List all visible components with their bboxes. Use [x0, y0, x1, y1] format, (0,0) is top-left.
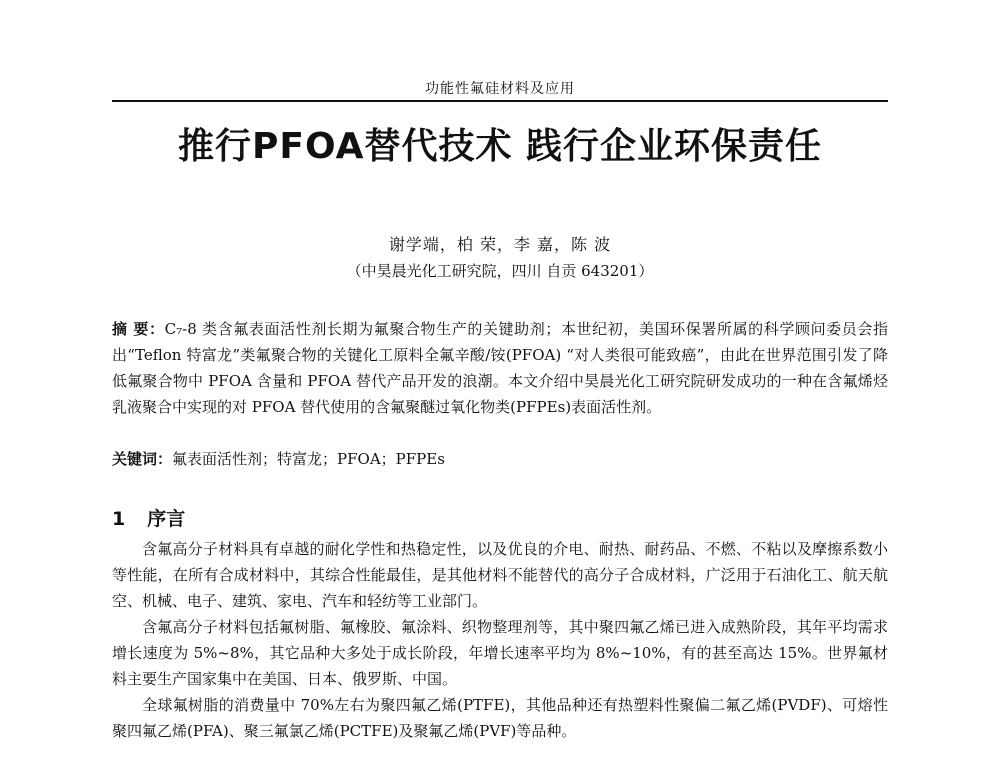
paragraph: 全球氟树脂的消费量中 70%左右为聚四氟乙烯(PTFE)，其他品种还有热塑料性聚偏二氟乙烯(PVDF)、可熔性聚四氟乙烯(PFA)、聚三氟氯乙烯(PCTFE)及聚氟乙烯(PVF)等品种。: [112, 696, 888, 740]
header-rule: [112, 100, 888, 102]
paragraph: 含氟高分子材料具有卓越的耐化学性和热稳定性，以及优良的介电、耐热、耐药品、不燃、不粘以及摩擦系数小等性能，在所有合成材料中，其综合性能最佳，是其他材料不能替代的高分子合成材料，广泛用于石油化工、航天航空、机械、电子、建筑、家电、汽车和轻纺等工业部门。: [112, 540, 888, 610]
keywords-text: 氟表面活性剂；特富龙；PFOA；PFPEs: [172, 450, 445, 468]
author-list: 谢学端，柏 荣，李 嘉，陈 波: [388, 235, 612, 254]
paragraph: 含氟高分子材料包括氟树脂、氟橡胶、氟涂料、织物整理剂等，其中聚四氟乙烯已进入成熟阶段，其年平均需求增长速度为 5%~8%，其它品种大多处于成长阶段，年增长速率平均为 8%~10%，有的甚至高达 15%。世界氟材料主要生产国家集中在美国、日本、俄罗斯、中国。: [112, 618, 888, 688]
keywords-label: 关键词：: [112, 450, 173, 468]
abstract: [112, 316, 888, 420]
keywords: [112, 446, 888, 472]
paper-title: 推行PFOA替代技术 践行企业环保责任: [177, 126, 822, 167]
section-heading: [112, 504, 185, 531]
affiliation: （中昊晨光化工研究院，四川 自贡 643201）: [346, 262, 654, 280]
abstract-text: C₇-8 类含氟表面活性剂长期为氟聚合物生产的关键助剂；本世纪初，美国环保署所属的科学顾问委员会指出“Teflon 特富龙”类氟聚合物的关键化工原料全氟辛酸/铵(PFOA) “对人类很可能致癌”，由此在世界范围引发了降低氟聚合物中 PFOA 含量和 PFOA 替代产品开发的浪潮。本文介绍中昊晨光化工研究院研发成功的一种在含氟烯烃乳液聚合中实现的对 PFOA 替代使用的含氟聚醚过氧化物类(PFPEs)表面活性剂。: [112, 320, 888, 416]
section-title: 序言: [147, 508, 186, 530]
section-number: 1: [112, 508, 126, 530]
abstract-label: 摘 要：: [112, 320, 165, 338]
section-body: [112, 536, 888, 744]
running-head: 功能性氟硅材料及应用: [425, 81, 575, 97]
